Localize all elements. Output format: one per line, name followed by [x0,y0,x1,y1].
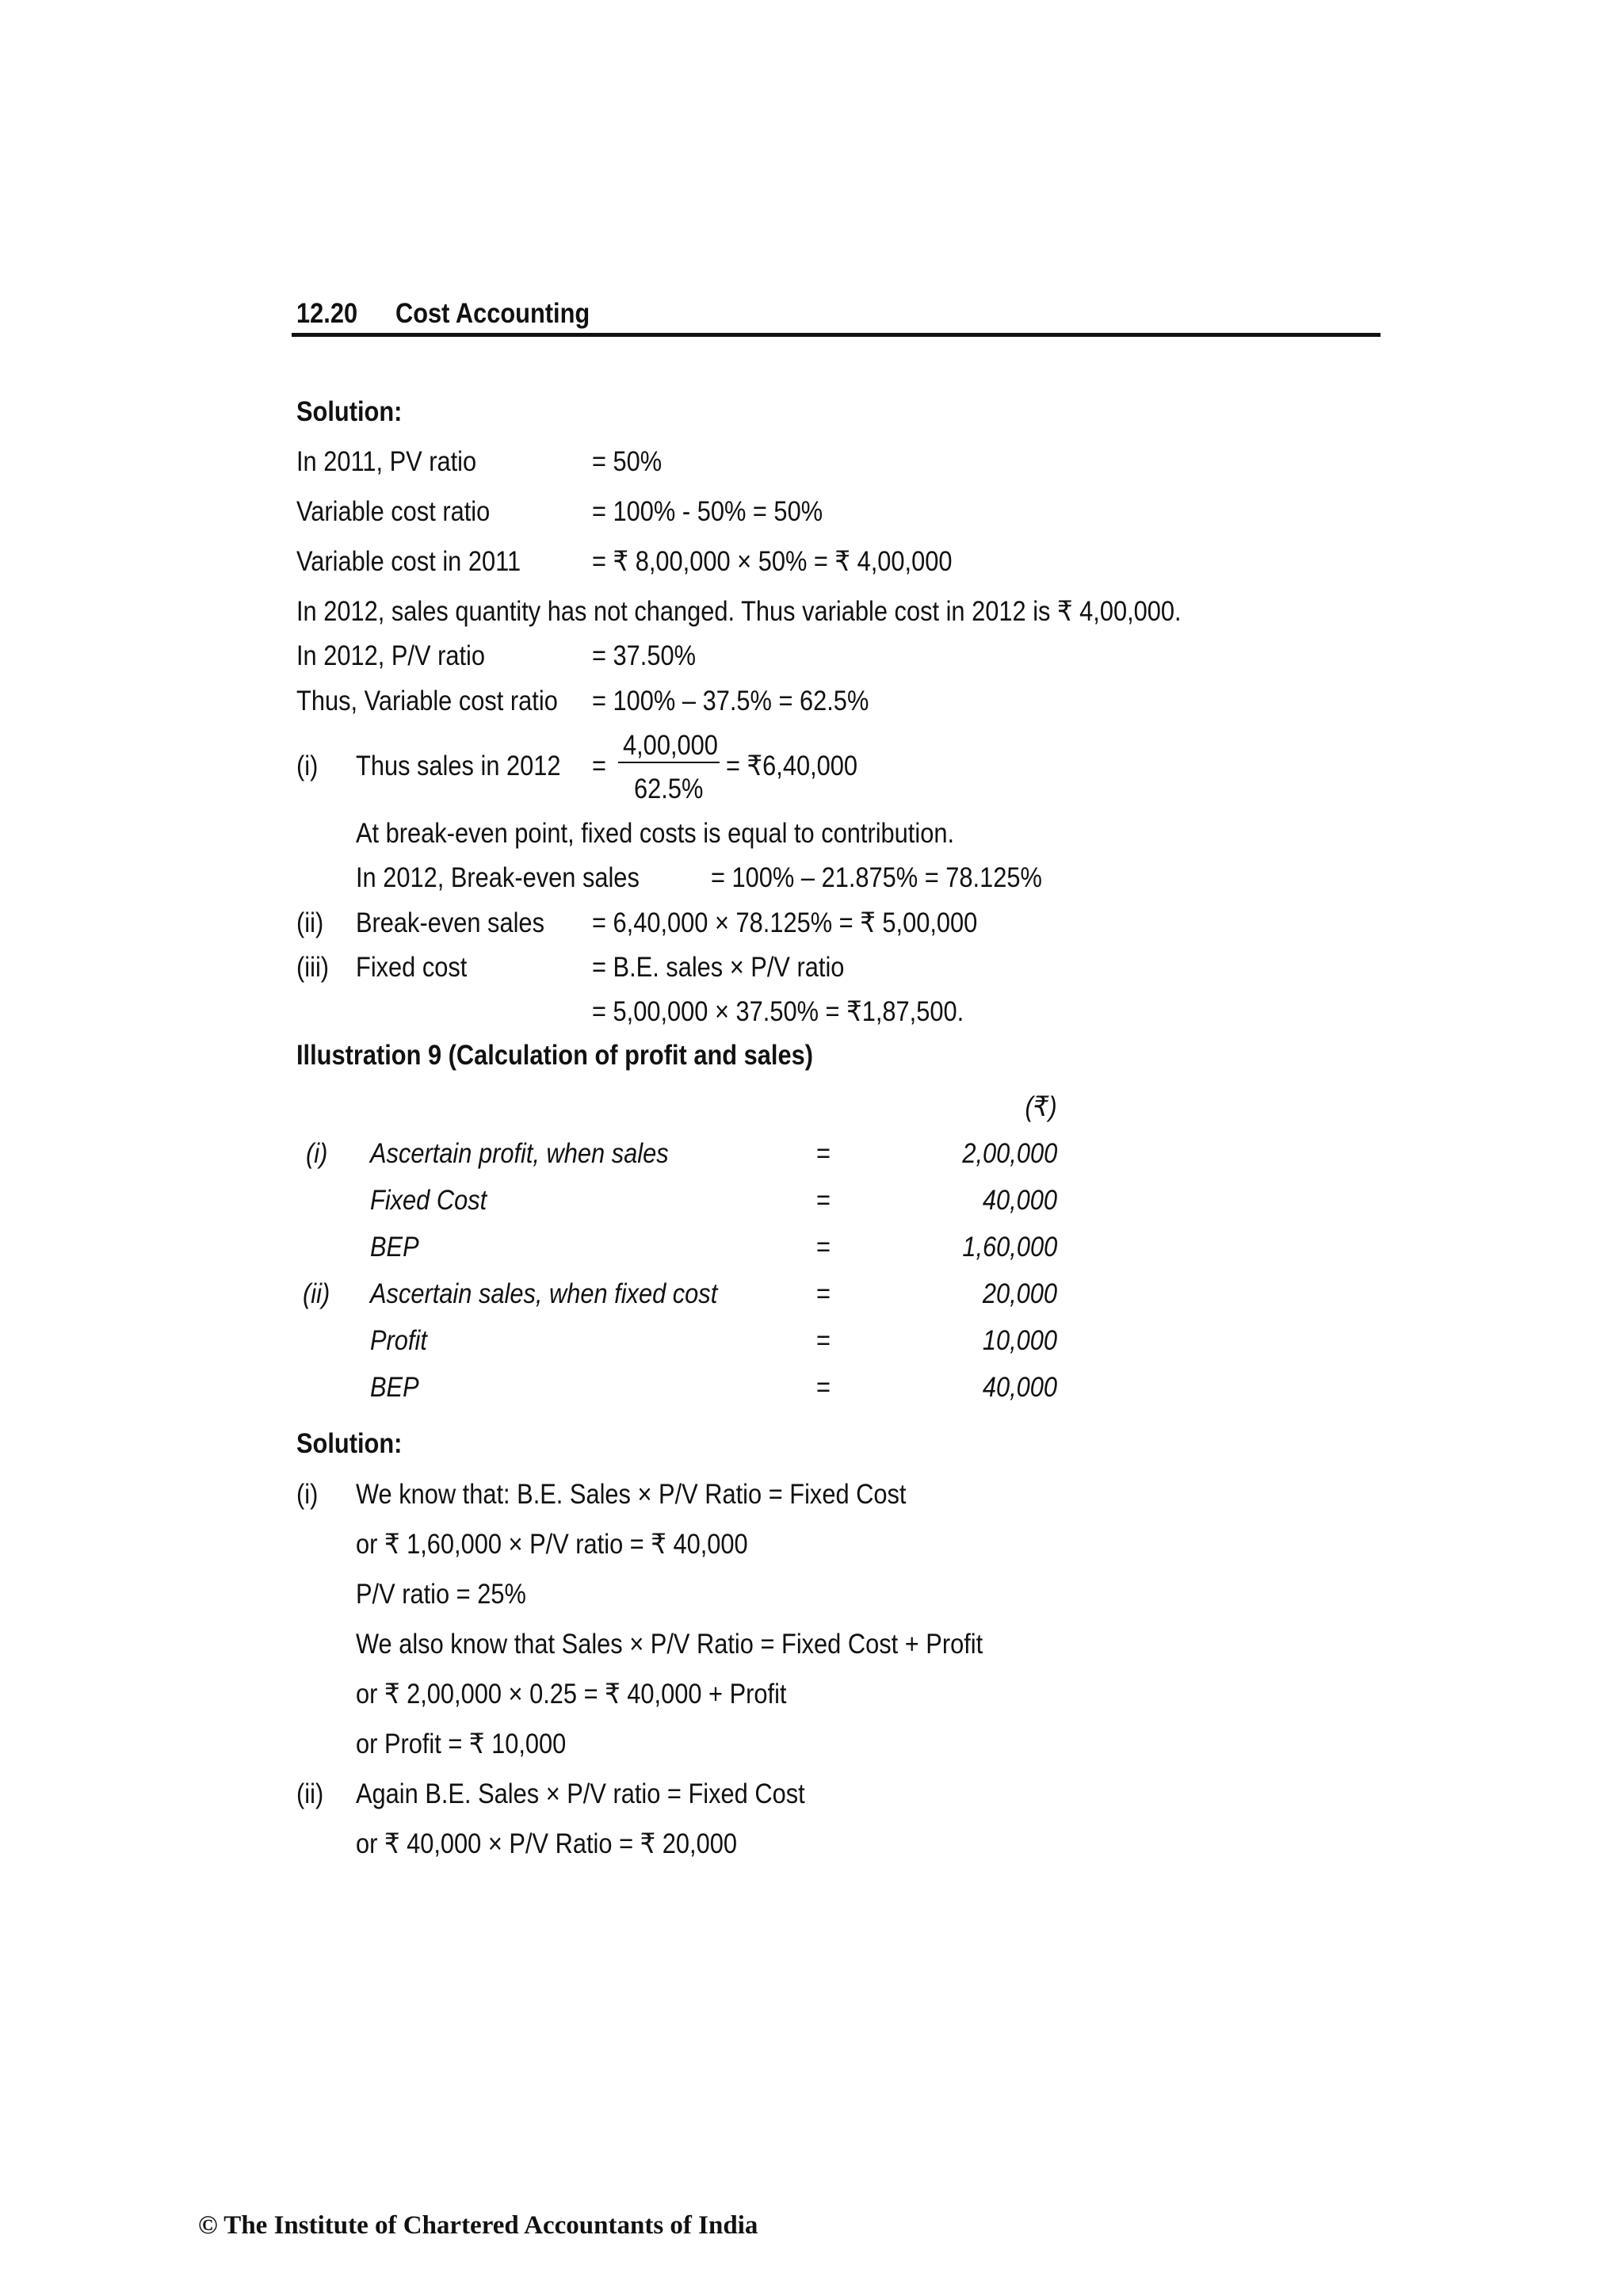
equals-sign: = [816,1232,831,1263]
fraction-bar [618,762,720,763]
solution-line: or ₹ 40,000 × P/V Ratio = ₹ 20,000 [356,1828,737,1859]
table-row-label: Fixed Cost [370,1185,487,1216]
paragraph: At break-even point, fixed costs is equal to contribution. [356,818,955,849]
equals-sign: = [816,1138,831,1169]
item-marker: (i) [296,1479,319,1510]
fraction-result: = ₹6,40,000 [726,751,858,781]
solution-line: or ₹ 2,00,000 × 0.25 = ₹ 40,000 + Profit [356,1679,787,1710]
fraction-numerator: 4,00,000 [623,730,718,761]
page-header-title: Cost Accounting [395,298,590,329]
equals-sign: = [816,1325,831,1356]
row-value: = 37.50% [592,640,697,671]
header-rule [292,333,1381,337]
row-label: In 2012, P/V ratio [296,640,485,671]
equals-sign: = [816,1372,831,1403]
solution-line: P/V ratio = 25% [356,1579,526,1610]
row-value: = 100% – 21.875% = 78.125% [711,862,1042,893]
item-marker: (ii) [296,1778,324,1809]
paragraph: In 2012, sales quantity has not changed. Thus variable cost in 2012 is ₹ 4,00,000. [296,596,1182,627]
solution-heading: Solution: [296,396,403,427]
table-row-label: BEP [370,1232,419,1263]
table-row-value: 10,000 [982,1325,1057,1356]
row-value: = 6,40,000 × 78.125% = ₹ 5,00,000 [592,907,978,938]
row-label: In 2011, PV ratio [296,446,477,477]
row-value: = 100% - 50% = 50% [592,496,823,527]
table-row-label: Ascertain sales, when fixed cost [370,1278,718,1309]
solution-line: Again B.E. Sales × P/V ratio = Fixed Cost [356,1778,805,1809]
row-label: Variable cost in 2011 [296,546,521,577]
row-label: Variable cost ratio [296,496,491,527]
illustration-title: Illustration 9 (Calculation of profit and sales) [296,1040,814,1071]
row-value: = ₹ 8,00,000 × 50% = ₹ 4,00,000 [592,546,953,577]
table-row-value: 40,000 [982,1185,1057,1216]
item-marker: (ii) [303,1278,330,1309]
solution-line: We know that: B.E. Sales × P/V Ratio = Fixed Cost [356,1479,907,1510]
table-row-value: 1,60,000 [962,1232,1057,1263]
item-marker: (ii) [296,907,324,938]
fraction-denominator: 62.5% [634,774,704,804]
solution-line: or Profit = ₹ 10,000 [356,1729,567,1759]
solution-line: or ₹ 1,60,000 × P/V ratio = ₹ 40,000 [356,1529,748,1560]
row-value: = 50% [592,446,663,477]
item-marker: (iii) [296,952,330,983]
row-value: = 5,00,000 × 37.50% = ₹1,87,500. [592,996,964,1027]
row-value: = 100% – 37.5% = 62.5% [592,686,869,716]
table-row-value: 2,00,000 [962,1138,1057,1169]
row-label: Fixed cost [356,952,468,983]
page-number: 12.20 [296,298,358,329]
row-label: In 2012, Break-even sales [356,862,640,893]
item-marker: (i) [296,751,319,781]
equals-sign: = [816,1278,831,1309]
solution-line: We also know that Sales × P/V Ratio = Fixed Cost + Profit [356,1629,983,1660]
table-row-label: Profit [370,1325,427,1356]
table-row-value: 20,000 [982,1278,1057,1309]
table-row-value: 40,000 [982,1372,1057,1403]
table-row-label: Ascertain profit, when sales [370,1138,669,1169]
solution-heading: Solution: [296,1428,403,1459]
footer-copyright: © The Institute of Chartered Accountants of India [198,2211,758,2240]
row-label: Break-even sales [356,907,544,938]
equals-sign: = [816,1185,831,1216]
table-row-label: BEP [370,1372,419,1403]
equals-sign: = [592,751,606,781]
item-marker: (i) [306,1138,328,1169]
currency-header: (₹) [1025,1091,1057,1122]
row-label: Thus, Variable cost ratio [296,686,558,716]
row-value: = B.E. sales × P/V ratio [592,952,845,983]
part-i-label: Thus sales in 2012 [356,751,561,781]
